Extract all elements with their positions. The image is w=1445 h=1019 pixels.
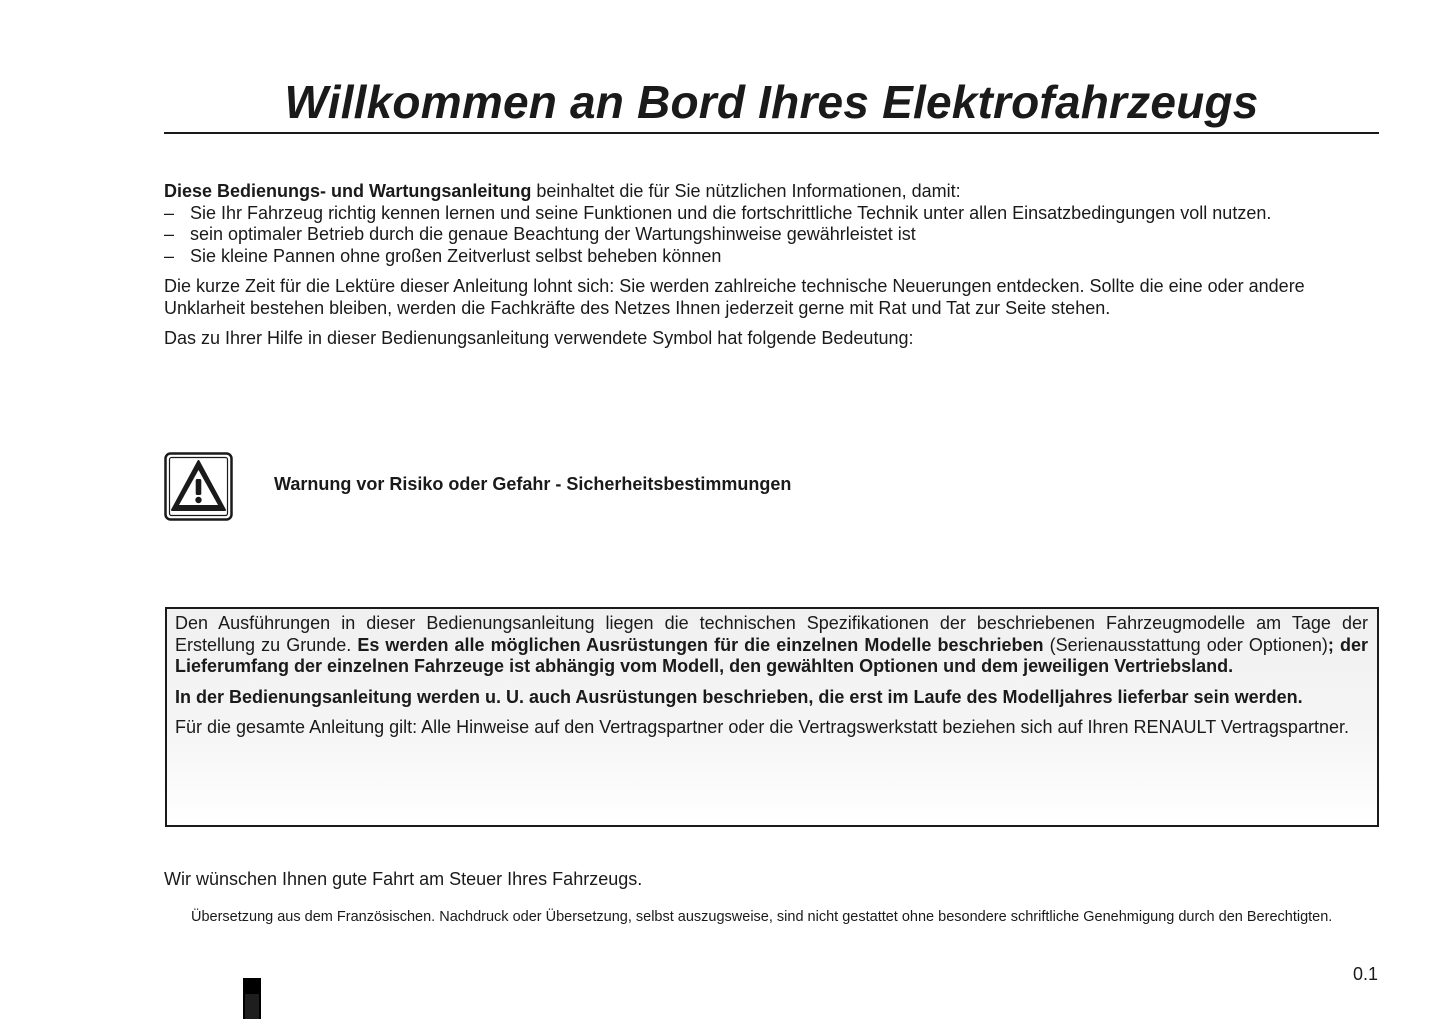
list-item-text: Sie kleine Pannen ohne großen Zeitverlust selbst beheben können (190, 245, 722, 266)
notice-paragraph-1 (175, 613, 1368, 678)
dash-marker: – (164, 202, 175, 223)
notice-p1-bold-1: Es werden alle möglichen Ausrüstungen für die einzelnen Modelle beschrieben (357, 634, 1044, 655)
warning-triangle-icon (164, 452, 233, 521)
list-item (164, 246, 1379, 268)
list-item-text: sein optimaler Betrieb durch die genaue Beachtung der Wartungshinweise gewährleistet ist (190, 224, 916, 244)
title-divider (164, 132, 1379, 134)
intro-bullet-list (164, 203, 1379, 268)
dash-marker: – (164, 224, 175, 244)
list-item (164, 224, 1379, 246)
notice-box (165, 607, 1379, 827)
intro-section (164, 181, 1379, 350)
chapter-edge-tab (243, 978, 261, 1019)
page-number: 0.1 (1352, 964, 1378, 984)
list-item-text: Sie Ihr Fahrzeug richtig kennen lernen und seine Funktionen und die fortschrittliche Technik unter allen Einsatzbedingungen voll nutzen. (190, 202, 1272, 223)
intro-lead-bold: Diese Bedienungs- und Wartungsanleitung (164, 181, 532, 201)
symbol-intro: Das zu Ihrer Hilfe in dieser Bedienungsanleitung verwendete Symbol hat folgende Bedeutung: (164, 328, 914, 348)
chapter-edge-tab-inner (245, 994, 259, 1019)
page-title: Willkommen an Bord Ihres Elektrofahrzeugs (284, 76, 1259, 128)
notice-p1-bold-2: ; der Lieferumfang der einzelnen Fahrzeuge ist abhängig vom Modell, den gewählten Optionen und dem jeweiligen Vertriebsland. (175, 634, 1368, 676)
farewell-text: Wir wünschen Ihnen gute Fahrt am Steuer Ihres Fahrzeugs. (164, 869, 643, 889)
notice-p1-start: Den Ausführungen in dieser Bedienungsanleitung liegen die technischen Spezifikationen der beschriebenen Fahrzeugmodelle am Tage der Erstellung zu Grunde. (175, 613, 1368, 655)
intro-lead (164, 181, 1379, 203)
notice-paragraph-2: In der Bedienungsanleitung werden u. U. auch Ausrüstungen beschrieben, die erst im Laufe des Modelljahres lieferbar sein werden. (175, 686, 1303, 707)
list-item (164, 203, 1379, 225)
intro-paragraph: Die kurze Zeit für die Lektüre dieser Anleitung lohnt sich: Sie werden zahlreiche technische Neuerungen entdecken. Sollte die eine oder andere Unklarheit bestehen bleiben, werden die Fachkräfte des Netzes Ihnen jederzeit gerne mit Rat und Tat zur Seite stehen. (164, 276, 1305, 318)
notice-paragraph-3: Für die gesamte Anleitung gilt: Alle Hinweise auf den Vertragspartner oder die Vertragswerkstatt beziehen sich auf Ihren RENAULT Vertragspartner. (175, 717, 1349, 737)
intro-lead-rest: beinhaltet die für Sie nützlichen Informationen, damit: (531, 181, 961, 201)
notice-p1-mid: (Serienausstattung oder Optionen) (1043, 634, 1328, 655)
translation-footnote: Übersetzung aus dem Französischen. Nachdruck oder Übersetzung, selbst auszugsweise, sind nicht gestattet ohne besondere schriftliche Genehmigung durch den Berechtigten. (191, 909, 1333, 925)
warning-legend (164, 452, 1064, 522)
warning-legend-label: Warnung vor Risiko oder Gefahr - Sicherheitsbestimmungen (274, 474, 792, 494)
dash-marker: – (164, 245, 175, 266)
